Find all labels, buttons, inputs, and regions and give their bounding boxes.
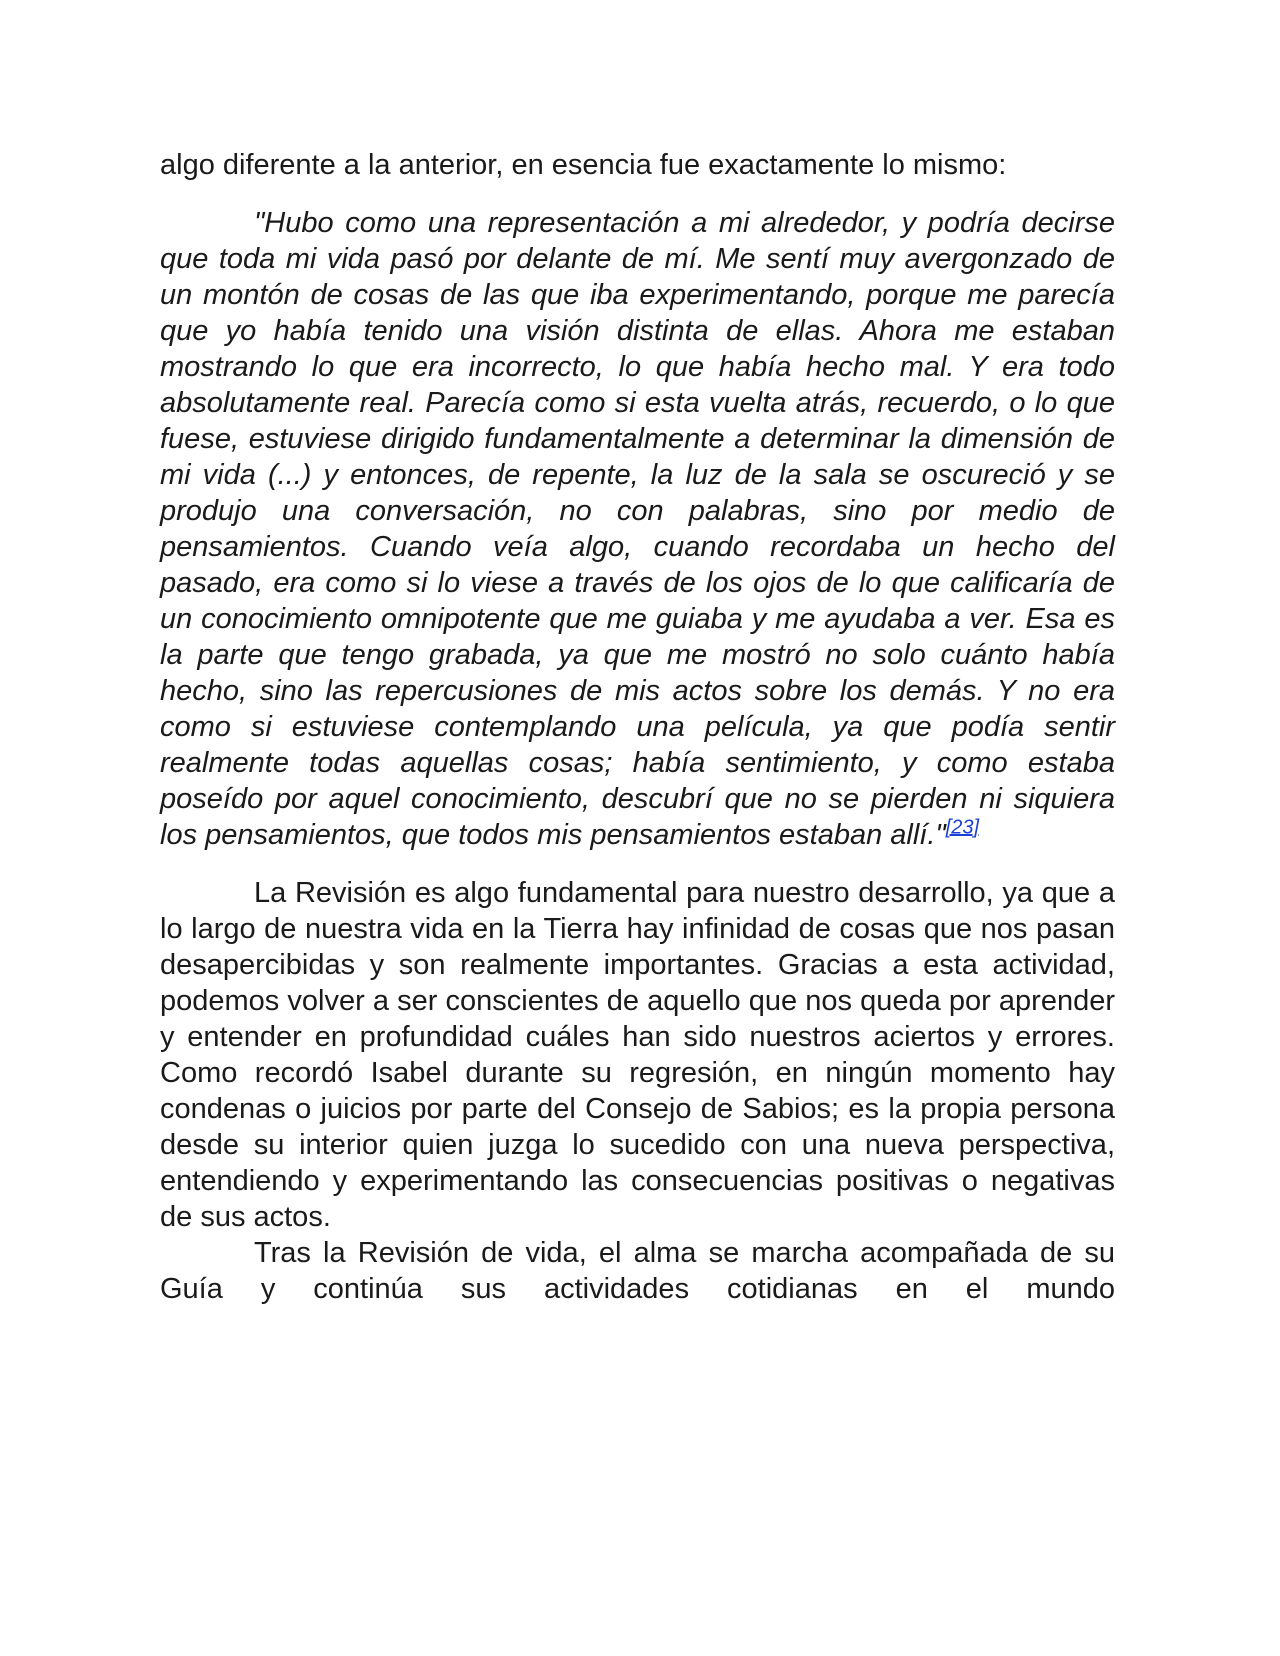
- paragraph-revision: La Revisión es algo fundamental para nuestro desarrollo, ya que a lo largo de nuestra vida en la Tierra hay infinidad de cosas que nos pasan desapercibidas y son realmente importantes. Gracias a esta actividad, podemos volver a ser conscientes de aquello que nos queda por aprender y entender en profundidad cuáles han sido nuestros aciertos y errores. Como recordó Isabel durante su regresión, en ningún momento hay condenas o juicios por parte del Consejo de Sabios; es la propia persona desde su interior quien juzga lo sucedido con una nueva perspectiva, entendiendo y experimentando las consecuencias positivas o negativas de sus actos.: [160, 877, 1115, 1233]
- document-page: [160, 147, 1115, 1307]
- lead-line: algo diferente a la anterior, en esencia fue exactamente lo mismo:: [160, 149, 1007, 181]
- paragraph-after-revision: Tras la Revisión de vida, el alma se marcha acompañada de su Guía y continúa sus actividades cotidianas en el mundo: [160, 1237, 1115, 1305]
- quote-text: "Hubo como una representación a mi alrededor, y podría decirse que toda mi vida pasó por delante de mí. Me sentí muy avergonzado de un montón de cosas de las que iba experimentando, porque me parecía que yo había tenido una visión distinta de ellas. Ahora me estaban mostrando lo que era incorrecto, lo que había hecho mal. Y era todo absolutamente real. Parecía como si esta vuelta atrás, recuerdo, o lo que fuese, estuviese dirigido fundamentalmente a determinar la dimensión de mi vida (...) y entonces, de repente, la luz de la sala se oscureció y se produjo una conversación, no con palabras, sino por medio de pensamientos. Cuando veía algo, cuando recordaba un hecho del pasado, era como si lo viese a través de los ojos de lo que calificaría de un conocimiento omnipotente que me guiaba y me ayudaba a ver. Esa es la parte que tengo grabada, ya que me mostró no solo cuánto había hecho, sino las repercusiones de mis actos sobre los demás. Y no era como si estuviese contemplando una película, ya que podía sentir realmente todas aquellas cosas; había sentimiento, y como estaba poseído por aquel conocimiento, descubrí que no se pierden ni siquiera los pensamientos, que todos mis pensamientos estaban allí.": [160, 207, 1115, 851]
- footnote-link[interactable]: [23]: [945, 816, 980, 839]
- testimony-quote: [160, 205, 1115, 853]
